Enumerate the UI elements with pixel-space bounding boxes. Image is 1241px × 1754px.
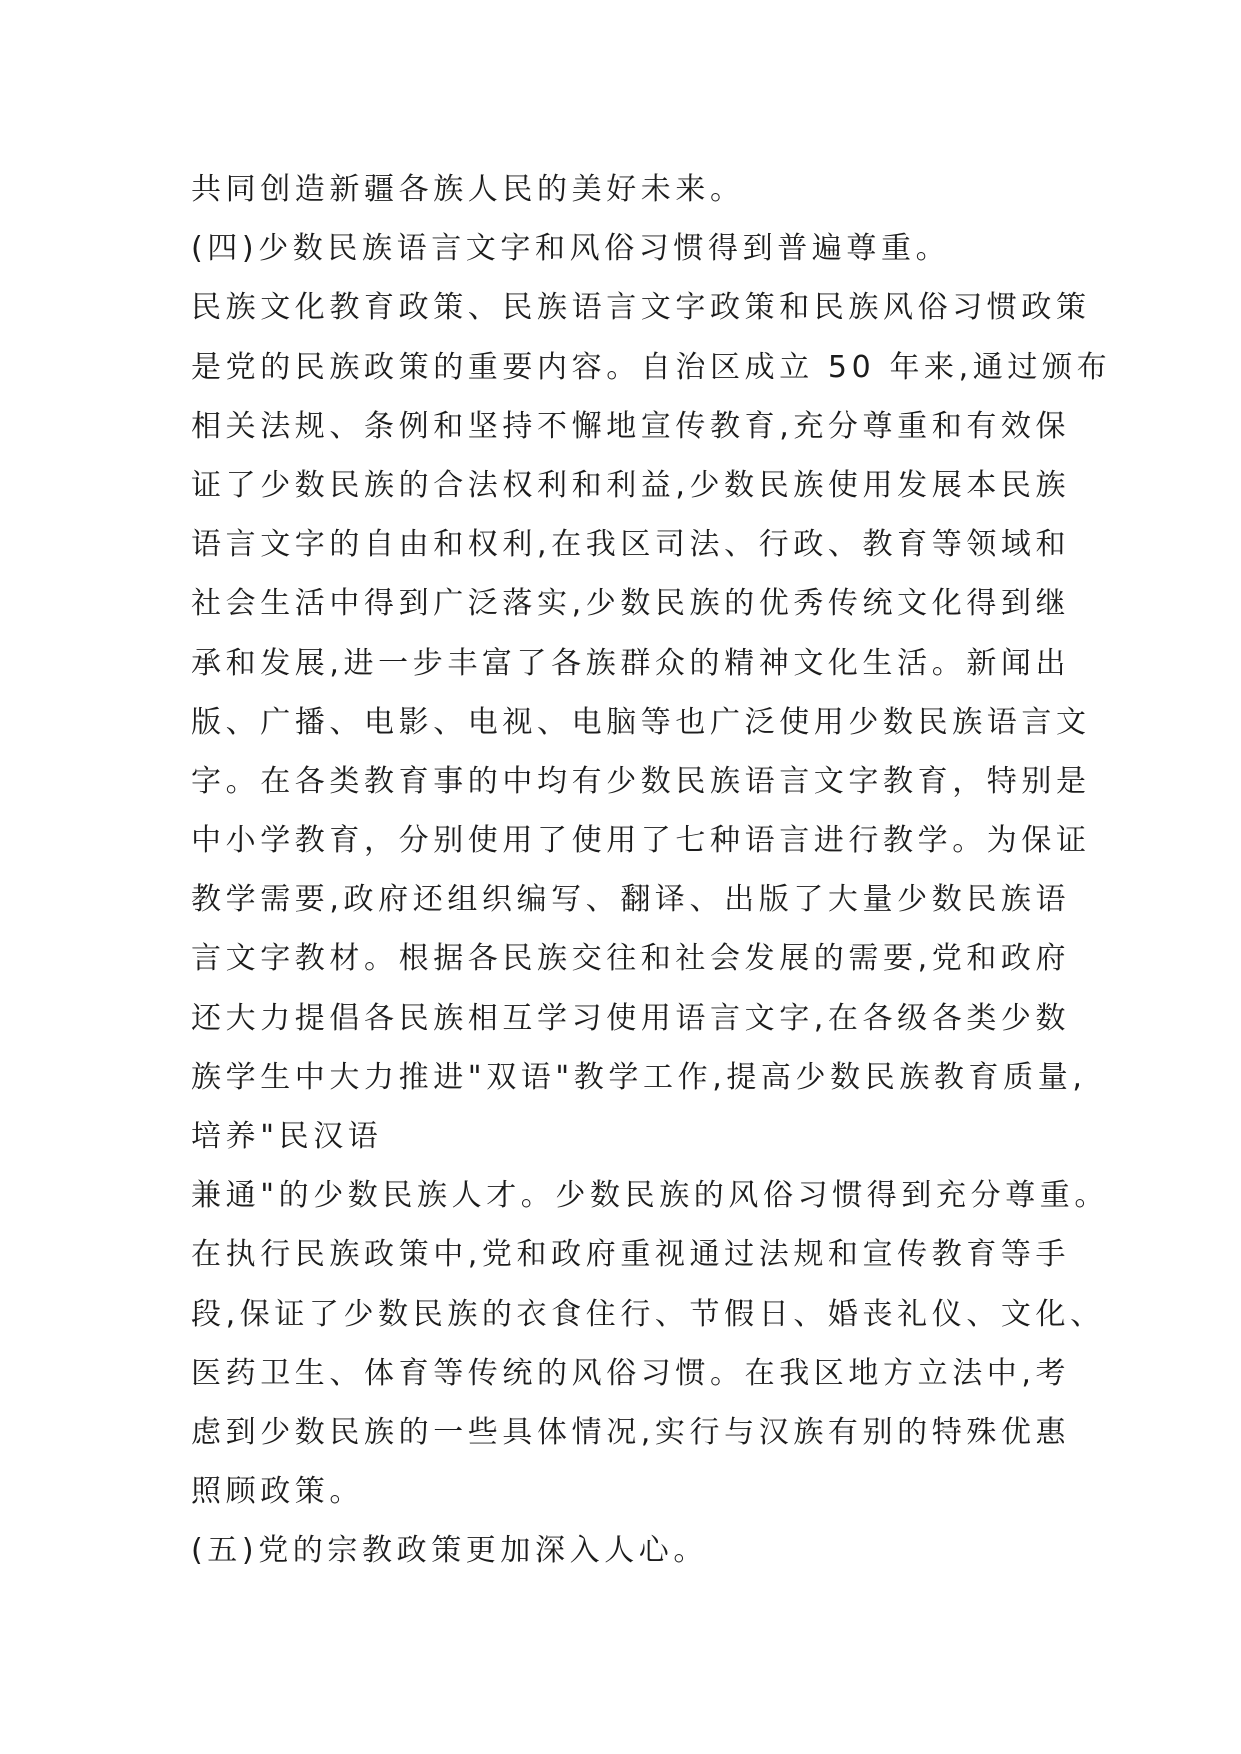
- text-line: 民族文化教育政策、民族语言文字政策和民族风俗习惯政策: [191, 290, 1091, 326]
- text-line: 照顾政策。: [191, 1474, 364, 1510]
- section-heading: (四)少数民族语言文字和风俗习惯得到普遍尊重。: [191, 231, 951, 267]
- text-line: 字。在各类教育事的中均有少数民族语言文字教育，特别是: [191, 763, 1091, 799]
- text-line: 版、广播、电影、电视、电脑等也广泛使用少数民族语言文: [191, 704, 1091, 740]
- text-line: 证了少数民族的合法权利和利益,少数民族使用发展本民族: [191, 467, 1071, 503]
- text-line: 医药卫生、体育等传统的风俗习惯。在我区地方立法中,考: [191, 1355, 1071, 1391]
- text-line: 言文字教材。根据各民族交往和社会发展的需要,党和政府: [191, 941, 1071, 977]
- text-line: 段,保证了少数民族的衣食住行、节假日、婚丧礼仪、文化、: [191, 1296, 1105, 1332]
- text-line: 中小学教育，分别使用了使用了七种语言进行教学。为保证: [191, 823, 1091, 859]
- text-line: 相关法规、条例和坚持不懈地宣传教育,充分尊重和有效保: [191, 408, 1071, 444]
- text-line: 社会生活中得到广泛落实,少数民族的优秀传统文化得到继: [191, 586, 1071, 622]
- text-line: 兼通"的少数民族人才。少数民族的风俗习惯得到充分尊重。: [191, 1178, 1109, 1214]
- text-line: 虑到少数民族的一些具体情况,实行与汉族有别的特殊优惠: [191, 1414, 1071, 1450]
- text-line: 培养"民汉语: [191, 1119, 383, 1154]
- text-line: 族学生中大力推进"双语"教学工作,提高少数民族教育质量,: [191, 1059, 1087, 1095]
- text-line: 教学需要,政府还组织编写、翻译、出版了大量少数民族语: [191, 882, 1071, 918]
- text-line: 承和发展,进一步丰富了各族群众的精神文化生活。新闻出: [191, 645, 1071, 681]
- text-line: 语言文字的自由和权利,在我区司法、行政、教育等领域和: [191, 527, 1071, 563]
- text-line: 在执行民族政策中,党和政府重视通过法规和宣传教育等手: [191, 1237, 1071, 1273]
- body-text: [191, 160, 1112, 1581]
- text-line: 是党的民族政策的重要内容。自治区成立 50 年来,通过颁布: [191, 349, 1112, 385]
- text-line: 共同创造新疆各族人民的美好未来。: [191, 172, 745, 207]
- section-heading: (五)党的宗教政策更加深入人心。: [191, 1533, 709, 1569]
- text-line: 还大力提倡各民族相互学习使用语言文字,在各级各类少数: [191, 1000, 1071, 1036]
